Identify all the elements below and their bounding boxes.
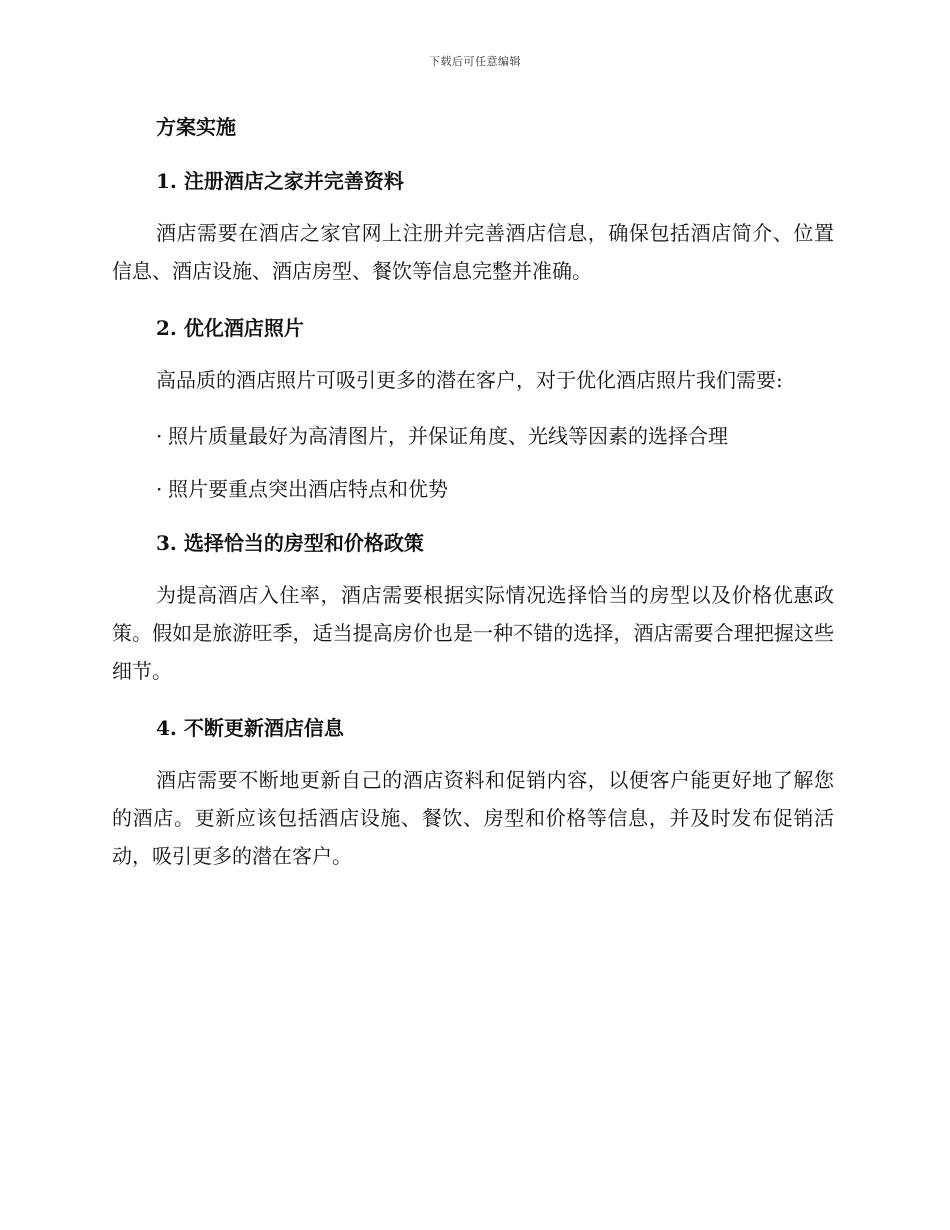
bullet-mark: · xyxy=(156,424,163,448)
section-paragraph-4: 酒店需要不断地更新自己的酒店资料和促销内容，以便客户能更好地了解您的酒店。更新应该包括酒店设施、餐饮、房型和价格等信息，并及时发布促销活动，吸引更多的潜在客户。 xyxy=(112,768,834,868)
bullet-text: 照片要重点突出酒店特点和优势 xyxy=(168,477,448,501)
section-paragraph-2: 高品质的酒店照片可吸引更多的潜在客户，对于优化酒店照片我们需要: xyxy=(156,368,783,392)
header-note: 下载后可任意编辑 xyxy=(429,55,521,68)
section-heading-1: 1. 注册酒店之家并完善资料 xyxy=(156,169,404,193)
section-heading-2: 2. 优化酒店照片 xyxy=(156,316,304,340)
section-heading-3: 3. 选择恰当的房型和价格政策 xyxy=(156,531,424,555)
section-heading-4: 4. 不断更新酒店信息 xyxy=(156,716,344,740)
section-paragraph-3: 为提高酒店入住率，酒店需要根据实际情况选择恰当的房型以及价格优惠政策。假如是旅游旺季，适当提高房价也是一种不错的选择，酒店需要合理把握这些细节。 xyxy=(112,583,834,683)
page-title: 方案实施 xyxy=(156,115,236,139)
bullet-item xyxy=(156,420,834,452)
document-body xyxy=(112,111,834,875)
bullet-text: 照片质量最好为高清图片，并保证角度、光线等因素的选择合理 xyxy=(168,424,728,448)
bullet-mark: · xyxy=(156,477,163,501)
bullet-item xyxy=(156,473,834,505)
section-paragraph-1: 酒店需要在酒店之家官网上注册并完善酒店信息，确保包括酒店简介、位置信息、酒店设施、酒店房型、餐饮等信息完整并准确。 xyxy=(112,221,834,283)
